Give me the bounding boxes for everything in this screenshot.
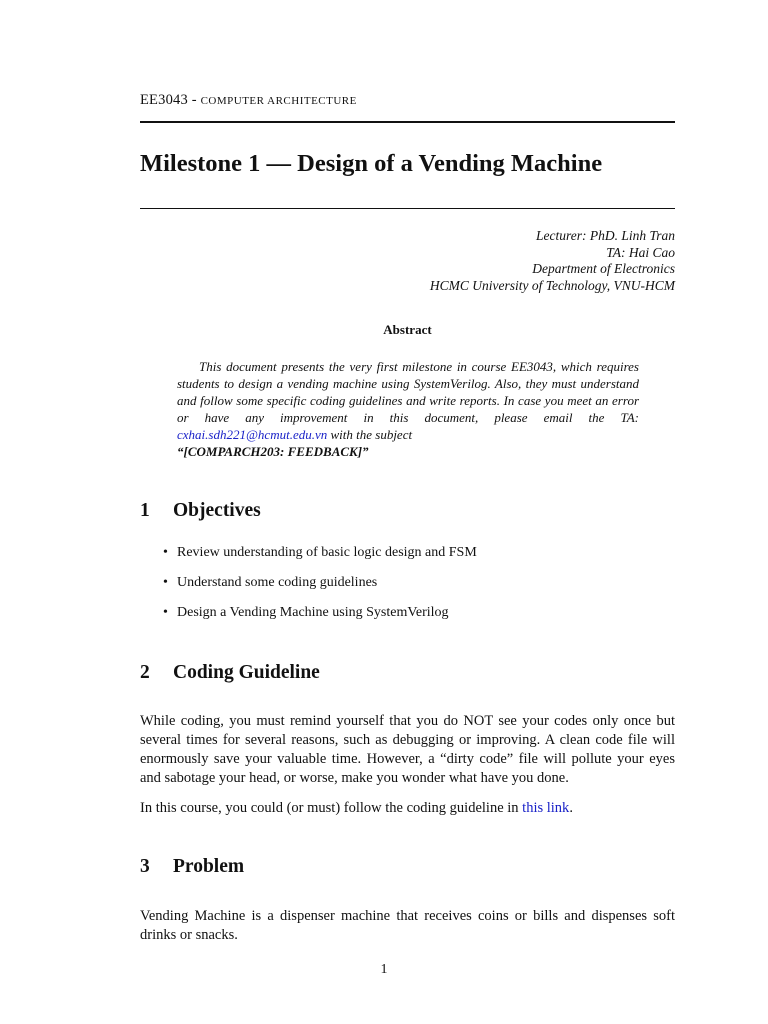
- university-line: HCMC University of Technology, VNU-HCM: [429, 277, 675, 293]
- title-rule: [140, 208, 675, 209]
- section-number: 1: [140, 500, 150, 521]
- section-heading-problem: [140, 856, 244, 878]
- course-code: EE3043 -: [140, 92, 201, 108]
- author-block: [430, 228, 675, 294]
- email-subject: “[COMPARCH203: FEEDBACK]”: [177, 444, 369, 459]
- lecturer-line: Lecturer: PhD. Linh Tran: [535, 228, 675, 243]
- department-line: Department of Electronics: [532, 261, 675, 276]
- coding-guideline-paragraph: While coding, you must remind yourself that you do NOT see your codes only once but several times for several reasons, such as debugging or improving. A clean code file will enormously save your valuable time. However, a “dirty code” file will pollute your eyes and sabotage your head, or worse, make you wonder what have you done.: [140, 713, 675, 786]
- section-heading-coding-guideline: [140, 662, 320, 684]
- abstract-text: This document presents the very first milestone in course EE3043, which requires students to design a vending machine using SystemVerilog. Also, they must understand and follow some specific coding guidelines and write reports. In case you meet an error or have any improvement in this document, please email the TA:: [177, 359, 639, 425]
- section-title: Coding Guideline: [173, 662, 320, 683]
- course-name: COMPUTER ARCHITECTURE: [200, 95, 357, 107]
- section-title: Problem: [173, 856, 245, 877]
- bullet-icon: •: [163, 575, 168, 590]
- page-title: Milestone 1 — Design of a Vending Machine: [140, 150, 603, 177]
- section-title: Objectives: [173, 500, 261, 521]
- list-item: • Design a Vending Machine using SystemVerilog: [163, 605, 449, 620]
- bullet-icon: •: [163, 605, 168, 620]
- list-item: • Understand some coding guidelines: [163, 575, 378, 590]
- list-item: • Review understanding of basic logic design and FSM: [163, 545, 477, 560]
- guideline-link[interactable]: this link: [522, 800, 570, 816]
- page-number: 1: [380, 962, 388, 977]
- section-heading-objectives: [140, 500, 261, 522]
- section-number: 3: [140, 856, 150, 877]
- problem-paragraph: Vending Machine is a dispenser machine that receives coins or bills and dispenses soft drinks or snacks.: [140, 908, 675, 943]
- abstract-body: [177, 358, 639, 460]
- ta-email-link[interactable]: cxhai.sdh221@hcmut.edu.vn: [177, 427, 328, 442]
- header-rule: [140, 121, 675, 123]
- abstract-subject-intro: with the subject: [327, 427, 413, 442]
- course-header: [140, 92, 357, 109]
- ta-line: TA: Hai Cao: [606, 244, 675, 260]
- bullet-icon: •: [163, 545, 168, 560]
- section-number: 2: [140, 662, 150, 683]
- coding-guideline-link-paragraph: In this course, you could (or must) follow the coding guideline in this link.: [140, 800, 573, 816]
- abstract-heading: Abstract: [383, 322, 432, 337]
